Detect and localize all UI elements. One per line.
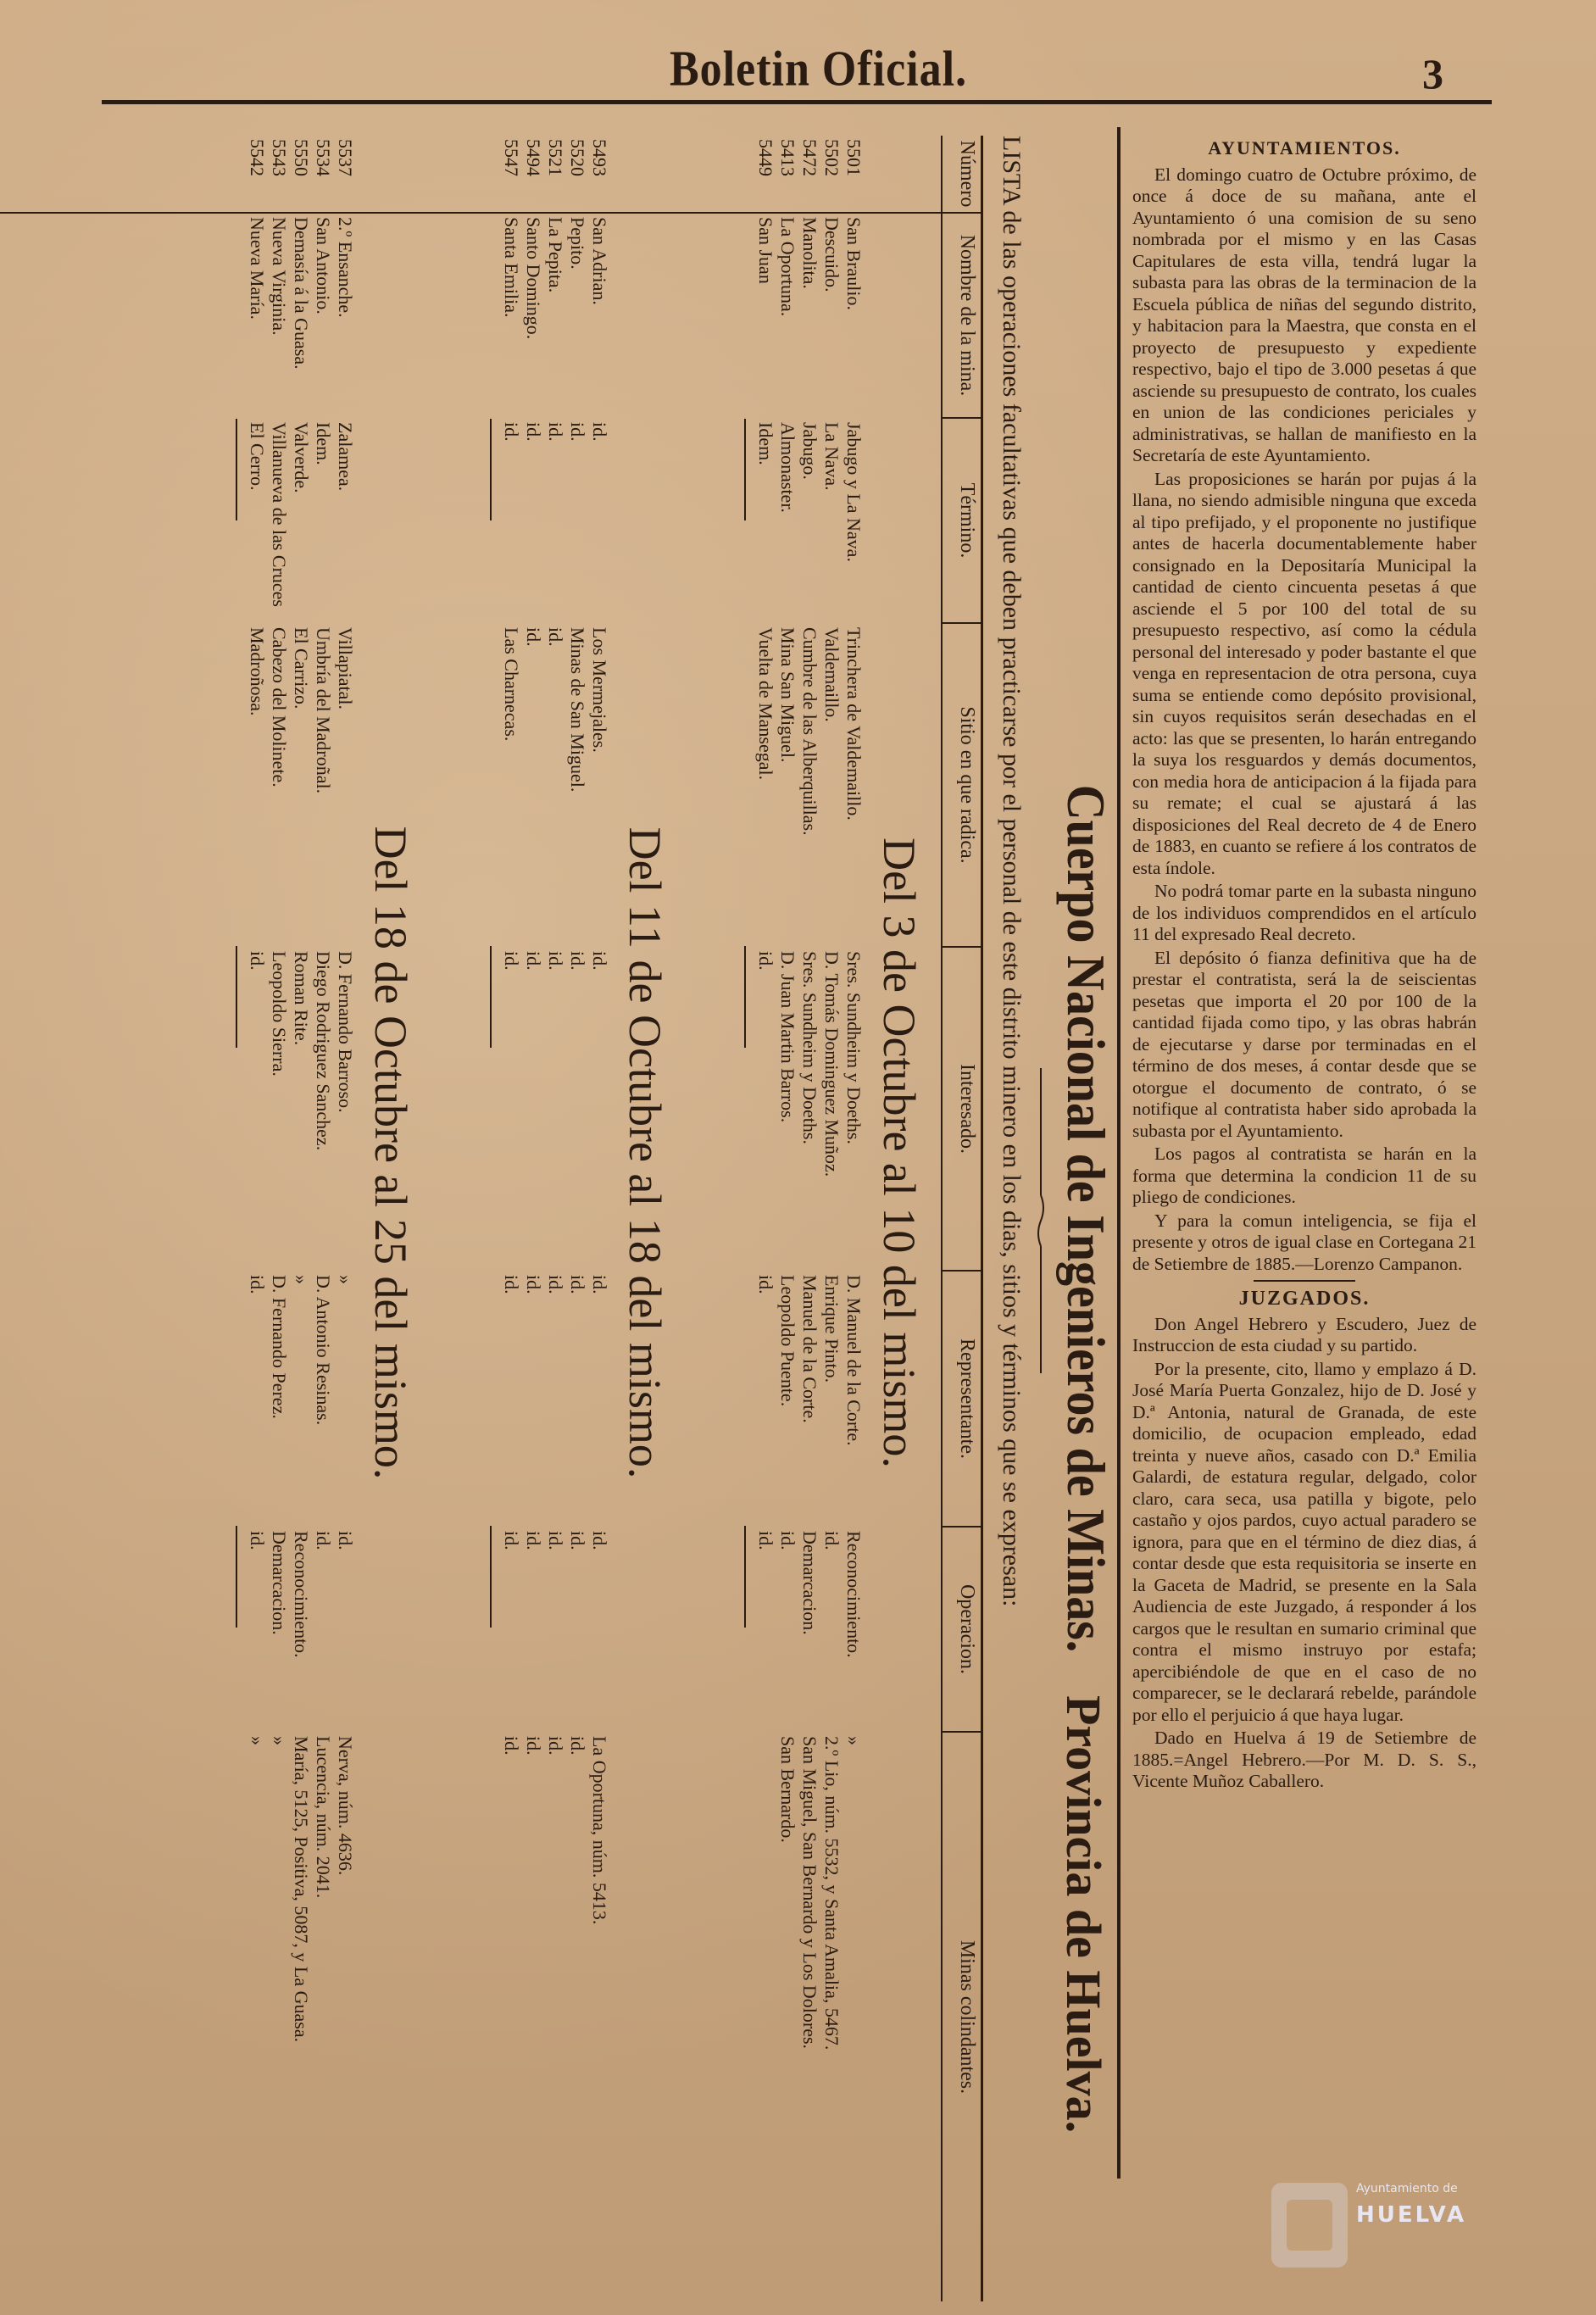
table-cell: » bbox=[247, 1736, 268, 1745]
table-cell: id. bbox=[545, 951, 566, 971]
col-header-operation: Operacion. bbox=[956, 1584, 978, 1674]
block-separator bbox=[745, 946, 747, 1048]
header-rule bbox=[102, 100, 1492, 104]
table-cell: id. bbox=[501, 1736, 522, 1756]
table-cell: Manolita. bbox=[799, 217, 820, 289]
ayuntamientos-heading: AYUNTAMIENTOS. bbox=[1208, 137, 1401, 159]
table-cell: » bbox=[269, 1736, 290, 1745]
section-divider bbox=[1254, 1280, 1355, 1282]
table-cell: Reconocimiento. bbox=[843, 1531, 865, 1658]
table-cell: 5537 bbox=[335, 139, 356, 176]
table-cell: Nerva, núm. 4636. bbox=[335, 1736, 356, 1876]
page-number: 3 bbox=[1422, 50, 1443, 97]
table-cell: » bbox=[335, 1275, 356, 1284]
table-cell: Valverde. bbox=[291, 422, 312, 493]
col-header-adjacent: Minas colindantes. bbox=[956, 1939, 978, 2095]
table-cell: id. bbox=[755, 1531, 776, 1550]
col-divider bbox=[943, 1270, 983, 1272]
ayuntamientos-paragraph: Y para la comun inteligencia, se fija el presente y otros de igual clase en Cortegana 21 de Setiembre de 1885.—Lorenzo Campanon. bbox=[1132, 1210, 1476, 1274]
block-separator bbox=[745, 1526, 747, 1628]
table-cell: Jabugo. bbox=[799, 422, 820, 480]
table-cell: Zalamea. bbox=[335, 422, 356, 492]
table-cell: Cabezo del Molinete. bbox=[269, 627, 290, 787]
table-cell: Cumbre de las Alberquillas. bbox=[799, 627, 820, 836]
table-row bbox=[822, 136, 842, 2301]
corps-title: Cuerpo Nacional de Ingenieros de Minas. bbox=[1055, 784, 1117, 1653]
table-cell: Trinchera de Valdemaillo. bbox=[843, 627, 865, 821]
table-cell: 5493 bbox=[589, 139, 610, 176]
period-heading: Del 11 de Octubre al 18 del mismo. bbox=[620, 826, 670, 1479]
table-cell: 2.º Ensanche. bbox=[335, 217, 356, 318]
table-row bbox=[844, 136, 865, 2301]
table-cell: Nueva María. bbox=[247, 217, 268, 320]
table-cell: D. Fernando Barroso. bbox=[335, 951, 356, 1113]
table-cell: 5542 bbox=[247, 139, 268, 176]
period-heading: Del 3 de Octubre al 10 del mismo. bbox=[874, 838, 925, 1468]
table-cell: Los Mermejales. bbox=[589, 627, 610, 753]
table-cell: San Juan bbox=[755, 217, 776, 284]
table-cell: Idem. bbox=[313, 422, 334, 465]
table-cell: Almonaster. bbox=[777, 422, 798, 513]
ayuntamientos-paragraph: El domingo cuatro de Octubre próximo, de once á doce de su mañana, ante el Ayuntamiento ó una comision de su seno nombrada por el mismo y en las Casas Capitulares de esta villa, tendrá lugar la subasta para las obras de la terminacion de la Escuela pública de niñas del segundo distrito, y habitacion para la Maestra, que consta en el proyecto de presupuesto y expediente respectivo, bajo el tipo de 3.000 pesetas á que asciende su presupuesto de contrato, los cuales en union de las condiciones periciales y administrativas, se hallan de manifiesto en la Secretaría de este Ayuntamiento. bbox=[1132, 164, 1476, 465]
table-cell: id. bbox=[523, 951, 544, 971]
table-cell: id. bbox=[755, 951, 776, 971]
table-cell: María, 5125, Positiva, 5087, y La Guasa. bbox=[291, 1736, 312, 2043]
table-row bbox=[524, 136, 544, 2301]
col-divider bbox=[943, 946, 983, 948]
table-cell: id. bbox=[545, 1531, 566, 1550]
table-row bbox=[590, 136, 610, 2301]
table-cell: id. bbox=[523, 1531, 544, 1550]
table-top-rule bbox=[981, 136, 983, 2301]
table-cell: Roman Rite. bbox=[291, 951, 312, 1046]
table-cell: Pepito. bbox=[567, 217, 588, 270]
table-cell: Sres. Sundheim y Doeths. bbox=[799, 951, 820, 1144]
table-cell: Diego Rodriguez Sanchez. bbox=[313, 951, 334, 1151]
table-cell: id. bbox=[545, 1275, 566, 1294]
table-header-rule bbox=[941, 136, 943, 2301]
table-cell: San Braulio. bbox=[843, 217, 865, 310]
table-row bbox=[247, 136, 268, 2301]
table-cell: id. bbox=[501, 422, 522, 442]
province-title: Provincia de Huelva. bbox=[1056, 1695, 1111, 2134]
table-cell: Demasía á la Guasa. bbox=[291, 217, 312, 370]
table-cell: id. bbox=[247, 951, 268, 971]
table-cell: D. Tomás Dominguez Muñoz. bbox=[821, 951, 842, 1177]
table-row bbox=[270, 136, 290, 2301]
table-cell: id. bbox=[589, 1275, 610, 1294]
table-cell: id. bbox=[589, 1531, 610, 1550]
juzgados-intro: Don Angel Hebrero y Escudero, Juez de Instruccion de esta ciudad y su partido. bbox=[1132, 1313, 1476, 1355]
table-cell: San Antonio. bbox=[313, 217, 334, 314]
right-column bbox=[1132, 134, 1476, 1795]
ayuntamientos-paragraph: El depósito ó fianza definitiva que ha de prestar el contratista, será la de seiscientas pesetas que importa el 20 por 100 de la cantidad fijada como tipo, y las obras habrán de ejecutarse y darse por terminadas en el término de dos meses, á contar desde que se otorgue el documento de contrato, ó se notifique al contratista haber sido aprobada la subasta por el Ayuntamiento. bbox=[1132, 947, 1476, 1141]
newspaper-title: Boletin Oficial. bbox=[670, 41, 968, 97]
table-cell: Leopoldo Puente. bbox=[777, 1275, 798, 1407]
table-cell: D. Manuel de la Corte. bbox=[843, 1275, 865, 1446]
table-cell: San Bernardo. bbox=[777, 1736, 798, 1843]
col-divider bbox=[943, 1731, 983, 1733]
block-separator bbox=[236, 419, 238, 520]
block-separator bbox=[491, 1526, 492, 1628]
table-cell: D. Fernando Perez. bbox=[269, 1275, 290, 1419]
table-cell: San Miguel, San Bernardo y Los Dolores. bbox=[799, 1736, 820, 2050]
table-cell: La Oportuna, núm. 5413. bbox=[589, 1736, 610, 1925]
col-divider bbox=[943, 1526, 983, 1528]
table-cell: Minas de San Miguel. bbox=[567, 627, 588, 793]
table-row bbox=[314, 136, 334, 2301]
ayuntamientos-paragraph: Las proposiciones se harán por pujas á la llana, no siendo admisible ninguna que exceda al tipo prefijado, y el proponente no justifique antes de hacerla documentablemente haber consignado en la Depositaría Municipal la cantidad de ciento cincuenta pesetas á que asciende el 5 por 100 del total de su presupuesto respectivo, así como la cédula personal del interesado y poder bastante el que venga en representacion de otra persona, cuya suma se entiende como depósito provisional, sin cuyos requisitos serán desechadas en el acto: las que se presenten, lo harán entregando la suya los resguardos y demás documentos, con media hora de anticipacion á la fijada para su remate; el cual se ajustará á las disposiciones del Real decreto de 4 de Enero de 1883, en cuanto se refiere á los contratos de esta índole. bbox=[1132, 468, 1476, 878]
table-cell: 5501 bbox=[843, 139, 865, 176]
col-header-representative: Representante. bbox=[956, 1338, 978, 1459]
stamp-name: HUELVA bbox=[1356, 2202, 1467, 2228]
block-separator bbox=[745, 419, 747, 520]
col-header-term: Término. bbox=[956, 482, 978, 559]
table-cell: id. bbox=[589, 422, 610, 442]
mining-notice-rotated bbox=[0, 136, 1119, 2301]
table-cell: id. bbox=[567, 1275, 588, 1294]
table-cell: Villanueva de las Cruces bbox=[269, 422, 290, 607]
table-cell: Nueva Virginia. bbox=[269, 217, 290, 336]
table-cell: San Adrian. bbox=[589, 217, 610, 305]
block-separator bbox=[491, 419, 492, 520]
table-cell: id. bbox=[567, 1531, 588, 1550]
table-cell: id. bbox=[501, 951, 522, 971]
table-row bbox=[800, 136, 820, 2301]
table-cell: Jabugo y La Nava. bbox=[843, 422, 865, 562]
table-cell: id. bbox=[545, 1736, 566, 1756]
ornament-rule-icon bbox=[1036, 1068, 1046, 1373]
table-cell: id. bbox=[523, 1275, 544, 1294]
table-cell: La Nava. bbox=[821, 422, 842, 491]
juzgados-heading: JUZGADOS. bbox=[1238, 1288, 1371, 1310]
table-cell: id. bbox=[523, 627, 544, 647]
table-cell: Vuelta de Mansegal. bbox=[755, 627, 776, 781]
table-cell: id. bbox=[247, 1275, 268, 1294]
table-cell: 5413 bbox=[777, 139, 798, 176]
table-cell: id. bbox=[589, 951, 610, 971]
table-cell: id. bbox=[335, 1531, 356, 1550]
table-cell: El Cerro. bbox=[247, 422, 268, 491]
table-cell: D. Antonio Resinas. bbox=[313, 1275, 334, 1426]
table-cell: 5543 bbox=[269, 139, 290, 176]
col-header-site: Sitio en que radica. bbox=[956, 706, 978, 864]
table-cell: Descuido. bbox=[821, 217, 842, 292]
col-divider bbox=[943, 417, 983, 419]
table-row bbox=[292, 136, 312, 2301]
table-cell: Valdemaillo. bbox=[821, 627, 842, 722]
table-cell: 5449 bbox=[755, 139, 776, 176]
table-cell: id. bbox=[567, 422, 588, 442]
block-separator bbox=[236, 1526, 238, 1628]
table-cell: Santo Domingo. bbox=[523, 217, 544, 340]
table-cell: 5494 bbox=[523, 139, 544, 176]
table-row bbox=[336, 136, 356, 2301]
table-cell: Villapiatal. bbox=[335, 627, 356, 710]
table-cell: id. bbox=[247, 1531, 268, 1550]
table-cell: id. bbox=[501, 1531, 522, 1550]
table-cell: 5472 bbox=[799, 139, 820, 176]
table-cell: » bbox=[843, 1736, 865, 1745]
table-cell: 5547 bbox=[501, 139, 522, 176]
col-header-number: Número bbox=[956, 140, 978, 208]
table-cell: id. bbox=[545, 627, 566, 647]
table-cell: Enrique Pinto. bbox=[821, 1275, 842, 1383]
table-cell: La Oportuna. bbox=[777, 217, 798, 317]
table-cell: Reconocimiento. bbox=[291, 1531, 312, 1658]
table-cell: id. bbox=[523, 422, 544, 442]
table-cell: 5502 bbox=[821, 139, 842, 176]
col-header-interested: Interesado. bbox=[956, 1064, 978, 1154]
table-cell: Lucencia, núm. 2041. bbox=[313, 1736, 334, 1899]
table-cell: id. bbox=[821, 1531, 842, 1550]
table-cell: Las Charnecas. bbox=[501, 627, 522, 742]
col-divider bbox=[943, 622, 983, 624]
period-heading: Del 18 de Octubre al 25 del mismo. bbox=[365, 826, 416, 1480]
table-cell: Manuel de la Corte. bbox=[799, 1275, 820, 1423]
table-cell: id. bbox=[313, 1531, 334, 1550]
table-cell: Demarcacion. bbox=[799, 1531, 820, 1635]
juzgados-paragraph: Dado en Huelva á 19 de Setiembre de 1885.=Angel Hebrero.—Por M. D. S. S., Vicente Muñoz Caballero. bbox=[1132, 1728, 1476, 1791]
table-row bbox=[546, 136, 566, 2301]
block-separator bbox=[236, 946, 238, 1048]
table-cell: » bbox=[291, 1275, 312, 1284]
table-cell: id. bbox=[523, 1736, 544, 1756]
table-row bbox=[502, 136, 522, 2301]
table-cell: El Carrizo. bbox=[291, 627, 312, 710]
table-cell: 5520 bbox=[567, 139, 588, 176]
table-row bbox=[778, 136, 798, 2301]
table-cell: Demarcacion. bbox=[269, 1531, 290, 1635]
table-cell: Sres. Sundheim y Doeths. bbox=[843, 951, 865, 1144]
table-cell: Umbría del Madroñal. bbox=[313, 627, 334, 794]
table-cell: D. Juan Martin Barros. bbox=[777, 951, 798, 1123]
table-cell: 5521 bbox=[545, 139, 566, 176]
table-cell: 2.º Lio, núm. 5532, y Santa Amalia, 5467. bbox=[821, 1736, 842, 2051]
col-header-mine-name: Nombre de la mina. bbox=[956, 234, 978, 397]
table-cell: 5534 bbox=[313, 139, 334, 176]
table-cell: id. bbox=[567, 1736, 588, 1756]
table-cell: id. bbox=[501, 1275, 522, 1294]
juzgados-paragraph: Por la presente, cito, llamo y emplazo á D. José María Puerta Gonzalez, hijo de D. José y D.ª Antonia, natural de Granada, de este domicilio, de ocupacion empleado, edad treinta y nueve años, casado con D.ª Emilia Galardi, de estatura regular, delgado, color claro, cara seca, usa patilla y bigote, pelo castaño y ojos pardos, cuyo actual paradero se ignora, para que en el término de diez dias, á contar desde que esta requisitoria se inserte en la Gaceta de Madrid, se presente en la Sala Audiencia de este Juzgado, á responder á los cargos que le resultan en sumario criminal que contra el mismo instruyo por estafa; apercibiéndole de que en el caso de no comparecer, se le declarará rebelde, parándole por ello el perjuicio á que haya lugar. bbox=[1132, 1358, 1476, 1725]
stamp-subtitle: Ayuntamiento de bbox=[1356, 2182, 1458, 2195]
table-cell: Mina San Miguel. bbox=[777, 627, 798, 763]
table-cell: Madroñosa. bbox=[247, 627, 268, 716]
table-row bbox=[756, 136, 776, 2301]
table-cell: id. bbox=[545, 422, 566, 442]
table-cell: Santa Emilia. bbox=[501, 217, 522, 318]
table-cell: id. bbox=[567, 951, 588, 971]
list-intro: LISTA de las operaciones facultativas que deben practicarse por el personal de este distrito minero en los dias, sitios y términos que se expresan: bbox=[998, 136, 1026, 1607]
table-row bbox=[568, 136, 588, 2301]
ayuntamientos-paragraph: Los pagos al contratista se harán en la forma que determina la condicion 11 de su pliego de condiciones. bbox=[1132, 1144, 1476, 1207]
table-cell: id. bbox=[755, 1275, 776, 1294]
table-cell: Idem. bbox=[755, 422, 776, 465]
table-cell: 5550 bbox=[291, 139, 312, 176]
block-separator bbox=[491, 946, 492, 1048]
table-cell: La Pepita. bbox=[545, 217, 566, 293]
table-cell: id. bbox=[777, 1531, 798, 1550]
ayuntamientos-paragraph: No podrá tomar parte en la subasta ninguno de los individuos comprendidos en el artículo 11 del expresado Real decreto. bbox=[1132, 881, 1476, 944]
table-cell: Leopoldo Sierra. bbox=[269, 951, 290, 1077]
